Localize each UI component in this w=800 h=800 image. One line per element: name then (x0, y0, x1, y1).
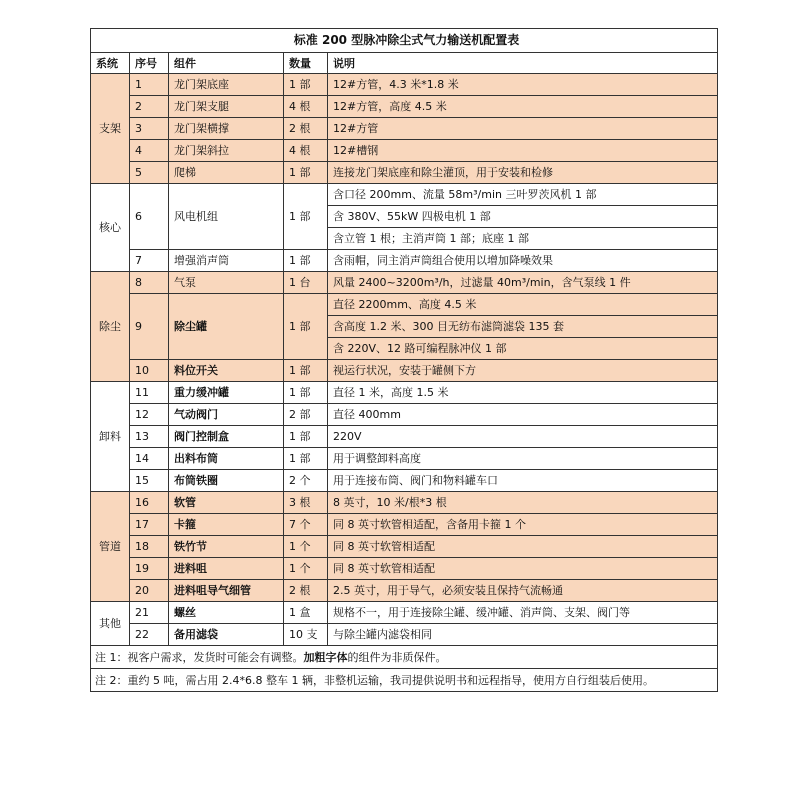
table-row (91, 162, 718, 184)
component-name: 软管 (169, 492, 284, 514)
note-2: 注 2：重约 5 吨，需占用 2.4*6.8 整车 1 辆，非整机运输，我司提供说明书和远程指导，使用方自行组装后使用。 (91, 669, 718, 692)
table-row (91, 624, 718, 646)
item-number: 14 (130, 448, 169, 470)
component-name: 出料布筒 (169, 448, 284, 470)
description-cell: 同 8 英寸软管相适配，含备用卡箍 1 个 (328, 514, 718, 536)
system-cell: 其他 (91, 602, 130, 646)
component-name: 龙门架支腿 (169, 96, 284, 118)
item-number: 6 (130, 184, 169, 250)
quantity-cell: 2 个 (284, 470, 328, 492)
note-1-text-a: 注 1：视客户需求，发货时可能会有调整。 (95, 650, 304, 664)
table-row (91, 536, 718, 558)
component-name: 料位开关 (169, 360, 284, 382)
table-title: 标准 200 型脉冲除尘式气力输送机配置表 (91, 29, 718, 53)
header-component: 组件 (169, 53, 284, 74)
table-row (91, 184, 718, 206)
description-cell: 连接龙门架底座和除尘灌顶，用于安装和检修 (328, 162, 718, 184)
item-number: 1 (130, 74, 169, 96)
item-number: 21 (130, 602, 169, 624)
quantity-cell: 2 部 (284, 404, 328, 426)
quantity-cell: 1 部 (284, 448, 328, 470)
header-row (91, 53, 718, 74)
table-row (91, 118, 718, 140)
component-name: 气泵 (169, 272, 284, 294)
item-number: 9 (130, 294, 169, 360)
config-table (90, 28, 718, 692)
quantity-cell: 1 部 (284, 426, 328, 448)
description-cell: 12#方管 (328, 118, 718, 140)
component-name: 备用滤袋 (169, 624, 284, 646)
quantity-cell: 1 部 (284, 360, 328, 382)
item-number: 16 (130, 492, 169, 514)
description-cell: 同 8 英寸软管相适配 (328, 558, 718, 580)
header-no: 序号 (130, 53, 169, 74)
header-description: 说明 (328, 53, 718, 74)
table-row (91, 558, 718, 580)
quantity-cell: 1 个 (284, 558, 328, 580)
system-cell: 除尘 (91, 272, 130, 382)
quantity-cell: 4 根 (284, 140, 328, 162)
system-cell: 核心 (91, 184, 130, 272)
item-number: 17 (130, 514, 169, 536)
table-row (91, 404, 718, 426)
description-cell: 8 英寸，10 米/根*3 根 (328, 492, 718, 514)
table-row (91, 514, 718, 536)
table-row (91, 470, 718, 492)
description-cell: 含 220V、12 路可编程脉冲仪 1 部 (328, 338, 718, 360)
quantity-cell: 7 个 (284, 514, 328, 536)
item-number: 15 (130, 470, 169, 492)
table-row (91, 448, 718, 470)
item-number: 2 (130, 96, 169, 118)
component-name: 气动阀门 (169, 404, 284, 426)
component-name: 重力缓冲罐 (169, 382, 284, 404)
quantity-cell: 1 部 (284, 162, 328, 184)
component-name: 螺丝 (169, 602, 284, 624)
notes (91, 646, 718, 692)
description-cell: 220V (328, 426, 718, 448)
system-cell: 管道 (91, 492, 130, 602)
component-name: 龙门架横撑 (169, 118, 284, 140)
description-cell: 含 380V、55kW 四极电机 1 部 (328, 206, 718, 228)
component-name: 进料咀 (169, 558, 284, 580)
note-1-bold-text: 加粗字体 (303, 650, 348, 664)
description-cell: 12#方管，高度 4.5 米 (328, 96, 718, 118)
component-name: 风电机组 (169, 184, 284, 250)
table-row (91, 294, 718, 316)
item-number: 5 (130, 162, 169, 184)
quantity-cell: 1 盒 (284, 602, 328, 624)
system-cell: 卸料 (91, 382, 130, 492)
description-cell: 同 8 英寸软管相适配 (328, 536, 718, 558)
table-row (91, 140, 718, 162)
item-number: 8 (130, 272, 169, 294)
component-name: 爬梯 (169, 162, 284, 184)
table-row (91, 74, 718, 96)
table-row (91, 602, 718, 624)
header-quantity: 数量 (284, 53, 328, 74)
quantity-cell: 10 支 (284, 624, 328, 646)
description-cell: 含立管 1 根；主消声筒 1 部；底座 1 部 (328, 228, 718, 250)
quantity-cell: 1 部 (284, 294, 328, 360)
quantity-cell: 4 根 (284, 96, 328, 118)
quantity-cell: 3 根 (284, 492, 328, 514)
table-row (91, 382, 718, 404)
title-row (91, 29, 718, 53)
description-cell: 12#方管，4.3 米*1.8 米 (328, 74, 718, 96)
description-cell: 风量 2400~3200m³/h，过滤量 40m³/min，含气泵线 1 件 (328, 272, 718, 294)
table-row (91, 580, 718, 602)
header-system: 系统 (91, 53, 130, 74)
item-number: 19 (130, 558, 169, 580)
config-document (90, 28, 717, 692)
component-name: 除尘罐 (169, 294, 284, 360)
component-name: 龙门架底座 (169, 74, 284, 96)
component-name: 进料咀导气细管 (169, 580, 284, 602)
component-name: 铁竹节 (169, 536, 284, 558)
quantity-cell: 1 个 (284, 536, 328, 558)
quantity-cell: 2 根 (284, 580, 328, 602)
component-name: 布筒铁圈 (169, 470, 284, 492)
component-name: 增强消声筒 (169, 250, 284, 272)
quantity-cell: 1 部 (284, 184, 328, 250)
description-cell: 2.5 英寸，用于导气，必须安装且保持气流畅通 (328, 580, 718, 602)
table-row (91, 272, 718, 294)
component-name: 龙门架斜拉 (169, 140, 284, 162)
description-cell: 规格不一，用于连接除尘罐、缓冲罐、消声筒、支架、阀门等 (328, 602, 718, 624)
item-number: 13 (130, 426, 169, 448)
component-name: 卡箍 (169, 514, 284, 536)
description-cell: 含口径 200mm、流量 58m³/min 三叶罗茨风机 1 部 (328, 184, 718, 206)
description-cell: 直径 400mm (328, 404, 718, 426)
description-cell: 含高度 1.2 米、300 目无纺布滤筒滤袋 135 套 (328, 316, 718, 338)
quantity-cell: 1 部 (284, 74, 328, 96)
quantity-cell: 1 部 (284, 250, 328, 272)
description-cell: 直径 1 米，高度 1.5 米 (328, 382, 718, 404)
table-row (91, 426, 718, 448)
description-cell: 用于调整卸料高度 (328, 448, 718, 470)
item-number: 20 (130, 580, 169, 602)
table-row (91, 96, 718, 118)
item-number: 7 (130, 250, 169, 272)
item-number: 4 (130, 140, 169, 162)
item-number: 11 (130, 382, 169, 404)
description-cell: 12#槽钢 (328, 140, 718, 162)
description-cell: 直径 2200mm、高度 4.5 米 (328, 294, 718, 316)
quantity-cell: 1 台 (284, 272, 328, 294)
description-cell: 用于连接布筒、阀门和物料罐车口 (328, 470, 718, 492)
description-cell: 与除尘罐内滤袋相同 (328, 624, 718, 646)
item-number: 18 (130, 536, 169, 558)
description-cell: 视运行状况，安装于罐侧下方 (328, 360, 718, 382)
table-row (91, 250, 718, 272)
quantity-cell: 1 部 (284, 382, 328, 404)
system-cell: 支架 (91, 74, 130, 184)
item-number: 12 (130, 404, 169, 426)
item-number: 3 (130, 118, 169, 140)
table-row (91, 492, 718, 514)
item-number: 10 (130, 360, 169, 382)
note-1-text-c: 的组件为非质保件。 (347, 650, 447, 664)
note-row-2 (91, 669, 718, 692)
item-number: 22 (130, 624, 169, 646)
quantity-cell: 2 根 (284, 118, 328, 140)
table-row (91, 360, 718, 382)
component-name: 阀门控制盒 (169, 426, 284, 448)
note-1 (91, 646, 718, 669)
description-cell: 含雨帽，同主消声筒组合使用以增加降噪效果 (328, 250, 718, 272)
note-row-1 (91, 646, 718, 669)
